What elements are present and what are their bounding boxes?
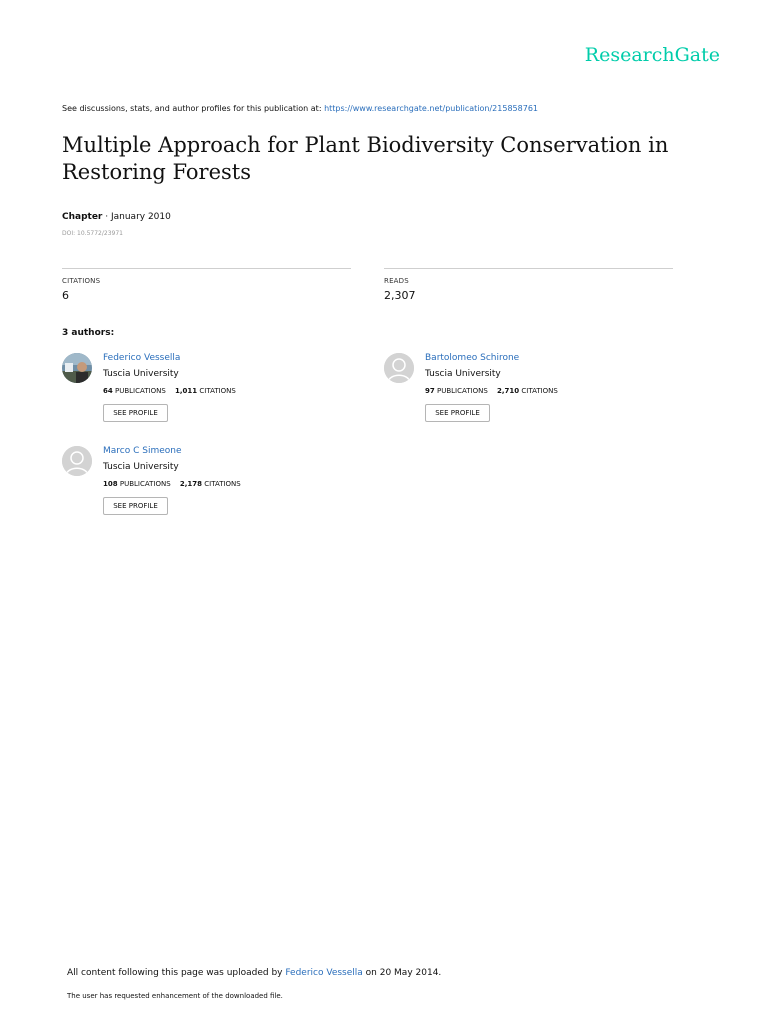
author-institution: Tuscia University (103, 369, 179, 379)
uploader-link[interactable]: Federico Vessella (285, 968, 363, 978)
upload-notice (67, 968, 441, 978)
author-citations-count: 2,178 (179, 480, 203, 488)
reads-divider (384, 268, 673, 269)
author-publications-count: 108 (103, 480, 118, 488)
author-publications-count: 64 (103, 387, 113, 395)
reads-count: 2,307 (384, 289, 416, 302)
author-publications-label: PUBLICATIONS (436, 387, 488, 395)
source-intro-text: See discussions, stats, and author profiles for this publication at: (62, 104, 325, 113)
publication-meta (62, 212, 171, 222)
author-stats (103, 387, 236, 395)
author-institution: Tuscia University (103, 462, 179, 472)
author-name-link[interactable]: Bartolomeo Schirone (425, 353, 520, 363)
upload-suffix: on 20 May 2014. (362, 968, 442, 978)
author-stats (425, 387, 558, 395)
enhancement-note: The user has requested enhancement of the downloaded file. (67, 992, 283, 1000)
see-profile-button[interactable]: SEE PROFILE (103, 497, 168, 515)
author-citations-count: 2,710 (497, 387, 520, 395)
citations-divider (62, 268, 351, 269)
publication-link[interactable]: https://www.researchgate.net/publication/215858761 (324, 104, 538, 113)
author-citations-count: 1,011 (175, 387, 198, 395)
author-institution: Tuscia University (425, 369, 501, 379)
publication-type: Chapter (62, 212, 103, 222)
citations-label: CITATIONS (62, 277, 101, 285)
author-citations-label: CITATIONS (521, 387, 558, 395)
see-profile-button[interactable]: SEE PROFILE (425, 404, 490, 422)
authors-heading: 3 authors: (62, 328, 115, 338)
author-publications-label: PUBLICATIONS (119, 480, 171, 488)
author-citations-label: CITATIONS (199, 387, 236, 395)
author-publications-count: 97 (425, 387, 435, 395)
publication-date: · January 2010 (105, 212, 171, 222)
author-name-link[interactable]: Federico Vessella (103, 353, 181, 363)
publication-source-line (62, 104, 538, 113)
author-card (62, 446, 362, 526)
publication-doi: DOI: 10.5772/23971 (62, 230, 123, 237)
author-photo-avatar[interactable] (62, 353, 92, 383)
upload-prefix: All content following this page was uploaded by (67, 968, 286, 978)
default-user-icon[interactable] (62, 446, 92, 476)
author-stats (103, 480, 241, 488)
author-card (384, 353, 684, 433)
author-name-link[interactable]: Marco C Simeone (103, 446, 182, 456)
publication-title: Multiple Approach for Plant Biodiversity Conservation in Restoring Forests (62, 133, 669, 184)
author-citations-label: CITATIONS (204, 480, 241, 488)
see-profile-button[interactable]: SEE PROFILE (103, 404, 168, 422)
author-publications-label: PUBLICATIONS (114, 387, 166, 395)
reads-label: READS (384, 277, 409, 285)
citations-count: 6 (62, 289, 69, 302)
researchgate-logo[interactable]: ResearchGate (584, 44, 720, 66)
default-user-icon[interactable] (384, 353, 414, 383)
author-card (62, 353, 362, 433)
